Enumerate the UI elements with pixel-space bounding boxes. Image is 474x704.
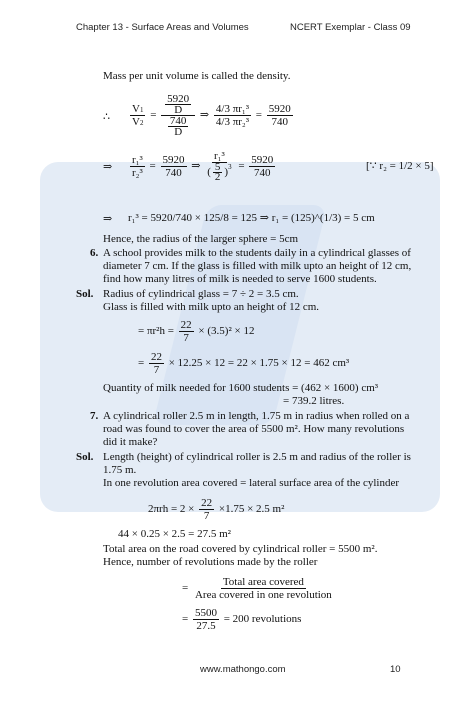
question-6-number: 6. <box>90 247 99 259</box>
equation-r1-result: r₁³ = 5920/740 × 125/8 = 125 ⇒ r₁ = (125)^(1/3) = 5 cm <box>128 212 375 224</box>
solution-7-line-1: Length (height) of cylindrical roller is 2.5 m and radius of the roller is <box>103 451 411 463</box>
question-6-line-2: diameter 7 cm. If the glass is filled with milk upto an height of 12 cm, <box>103 260 412 272</box>
question-6-line-3: find how many litres of milk is needed to serve 1600 students. <box>103 273 377 285</box>
header-book-title: NCERT Exemplar - Class 09 <box>290 22 411 33</box>
solution-6-line-1: Radius of cylindrical glass = 7 ÷ 2 = 3.5 cm. <box>103 288 299 300</box>
revolutions-formula: = $\frac{\text{Total area covered}}{\text{Area covered in one revolution}}$ <box>182 575 332 601</box>
lateral-area-equation: 2πrh = 2 × $\frac{22}{7}$ ×1.75 × 2.5 m² <box>148 496 285 522</box>
solution-7-label: Sol. <box>76 451 94 463</box>
since-note: [∵ r₂ = 1/2 × 5] <box>366 160 434 172</box>
therefore-symbol: ∴ <box>103 111 110 123</box>
question-7-line-3: did it make? <box>103 436 158 448</box>
total-road-area: Total area on the road covered by cylindrical roller = 5500 m². <box>103 543 378 555</box>
question-7-line-2: road was found to cover the area of 5500 m². How many revolutions <box>103 423 405 435</box>
volume-equation-2: = $\frac{22}{7}$ × 12.25 × 12 = 22 × 1.75 × 12 = 462 cm³ <box>138 350 350 376</box>
radius-conclusion: Hence, the radius of the larger sphere = 5cm <box>103 233 299 245</box>
equation-radius-ratio: $\frac{\text{r₁³}}{\text{r₂³}}$ = $\frac{5920}{740}$ ⇒ r₁³ ( $\frac{5}{2}$ )$^3$ = $\frac{5920}{740}$ <box>132 150 274 183</box>
question-6-line-1: A school provides milk to the students daily in a cylindrical glasses of <box>103 247 411 259</box>
implies-symbol-2: ⇒ <box>103 213 113 225</box>
volume-equation-1: = πr²h = $\frac{22}{7}$ × (3.5)² × 12 <box>138 318 255 344</box>
question-7-number: 7. <box>90 410 99 422</box>
footer-page-number: 10 <box>390 664 401 675</box>
milk-quantity-litres: = 739.2 litres. <box>283 395 345 407</box>
revolutions-result: = $\frac{5500}{27.5}$ = 200 revolutions <box>182 606 302 632</box>
implies-symbol: ⇒ <box>103 161 113 173</box>
footer-website: www.mathongo.com <box>200 664 286 675</box>
revolutions-intro: Hence, number of revolutions made by the roller <box>103 556 318 568</box>
solution-6-label: Sol. <box>76 288 94 300</box>
milk-quantity: Quantity of milk needed for 1600 students = (462 × 1600) cm³ <box>103 382 379 394</box>
density-definition: Mass per unit volume is called the density. <box>103 70 291 82</box>
equation-volume-ratio: $\frac{V_1}{V_2}$ = $\frac{\frac{5920}{D}}{\frac{740}{D}}$ ⇒ $\frac{\text{4/3 πr₁³}}{\text{4/3 πr₂³}}$ = $\frac{5920}{740}$ <box>132 92 291 138</box>
lateral-area-result: 44 × 0.25 × 2.5 = 27.5 m² <box>118 528 231 540</box>
question-7-line-1: A cylindrical roller 2.5 m in length, 1.75 m in radius when rolled on a <box>103 410 410 422</box>
header-chapter-title: Chapter 13 - Surface Areas and Volumes <box>76 22 249 33</box>
solution-6-line-2: Glass is filled with milk upto an height of 12 cm. <box>103 301 320 313</box>
solution-7-line-3: In one revolution area covered = lateral surface area of the cylinder <box>103 477 400 489</box>
solution-7-line-2: 1.75 m. <box>103 464 137 476</box>
